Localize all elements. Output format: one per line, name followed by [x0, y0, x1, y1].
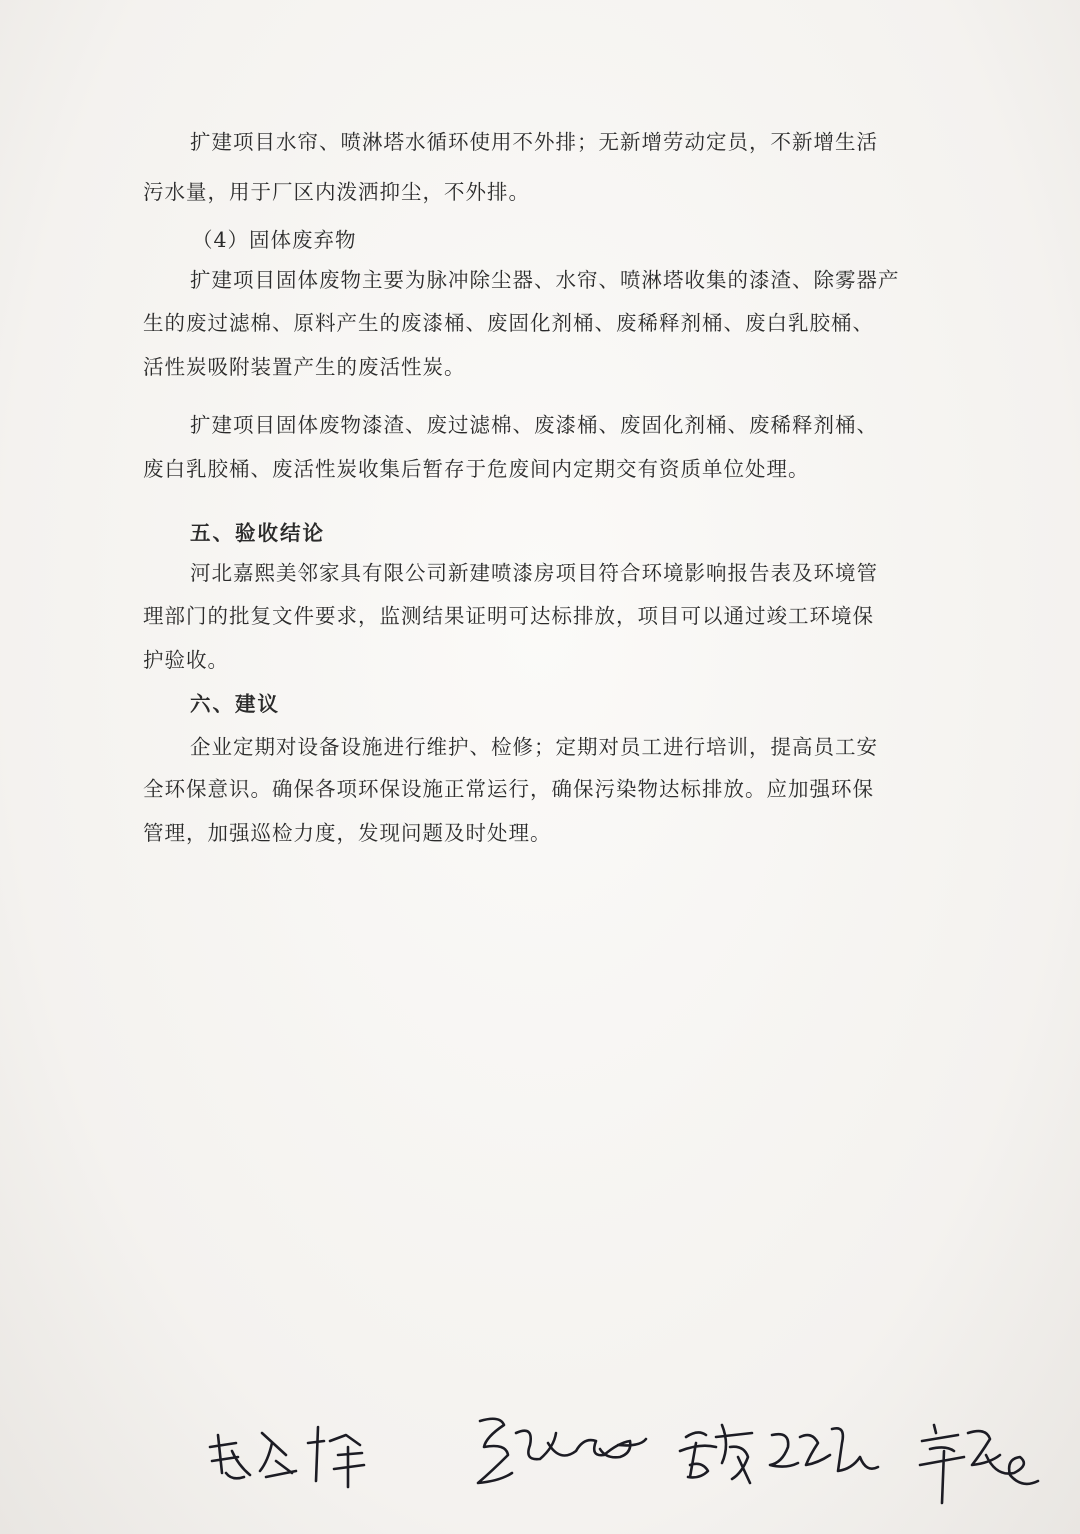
paragraph-line: 扩建项目固体废物主要为脉冲除尘器、水帘、喷淋塔收集的漆渣、除雾器产: [190, 268, 900, 292]
handwritten-signatures: [0, 1385, 1080, 1534]
paragraph-line: 全环保意识。确保各项环保设施正常运行，确保污染物达标排放。应加强环保: [143, 777, 874, 801]
signature-area: [0, 1385, 1080, 1534]
signature-3: [680, 1425, 878, 1483]
paragraph-line: 扩建项目固体废物漆渣、废过滤棉、废漆桶、废固化剂桶、废稀释剂桶、: [190, 413, 878, 437]
signature-1: [210, 1427, 364, 1487]
paragraph-line: 污水量，用于厂区内泼洒抑尘，不外排。: [143, 180, 530, 204]
paragraph-line: 废白乳胶桶、废活性炭收集后暂存于危废间内定期交有资质单位处理。: [143, 457, 810, 481]
paragraph-line: 活性炭吸附装置产生的废活性炭。: [143, 355, 466, 379]
paragraph-line: 理部门的批复文件要求，监测结果证明可达标排放，项目可以通过竣工环境保: [143, 604, 874, 628]
paragraph-line: 企业定期对设备设施进行维护、检修；定期对员工进行培训，提高员工安: [190, 735, 878, 759]
section-heading: 五、验收结论: [190, 521, 325, 545]
paragraph-line: 河北嘉熙美邻家具有限公司新建喷漆房项目符合环境影响报告表及环境管: [190, 561, 878, 585]
paragraph-line: 扩建项目水帘、喷淋塔水循环使用不外排；无新增劳动定员，不新增生活: [190, 130, 878, 154]
signature-2: [478, 1419, 646, 1483]
paragraph-line: 生的废过滤棉、原料产生的废漆桶、废固化剂桶、废稀释剂桶、废白乳胶桶、: [143, 311, 874, 335]
signature-4: [920, 1425, 1038, 1503]
section-subheading: （4）固体废弃物: [192, 228, 357, 252]
paragraph-line: 管理，加强巡检力度，发现问题及时处理。: [143, 821, 552, 845]
paragraph-line: 护验收。: [143, 648, 229, 672]
section-heading: 六、建议: [190, 692, 280, 716]
